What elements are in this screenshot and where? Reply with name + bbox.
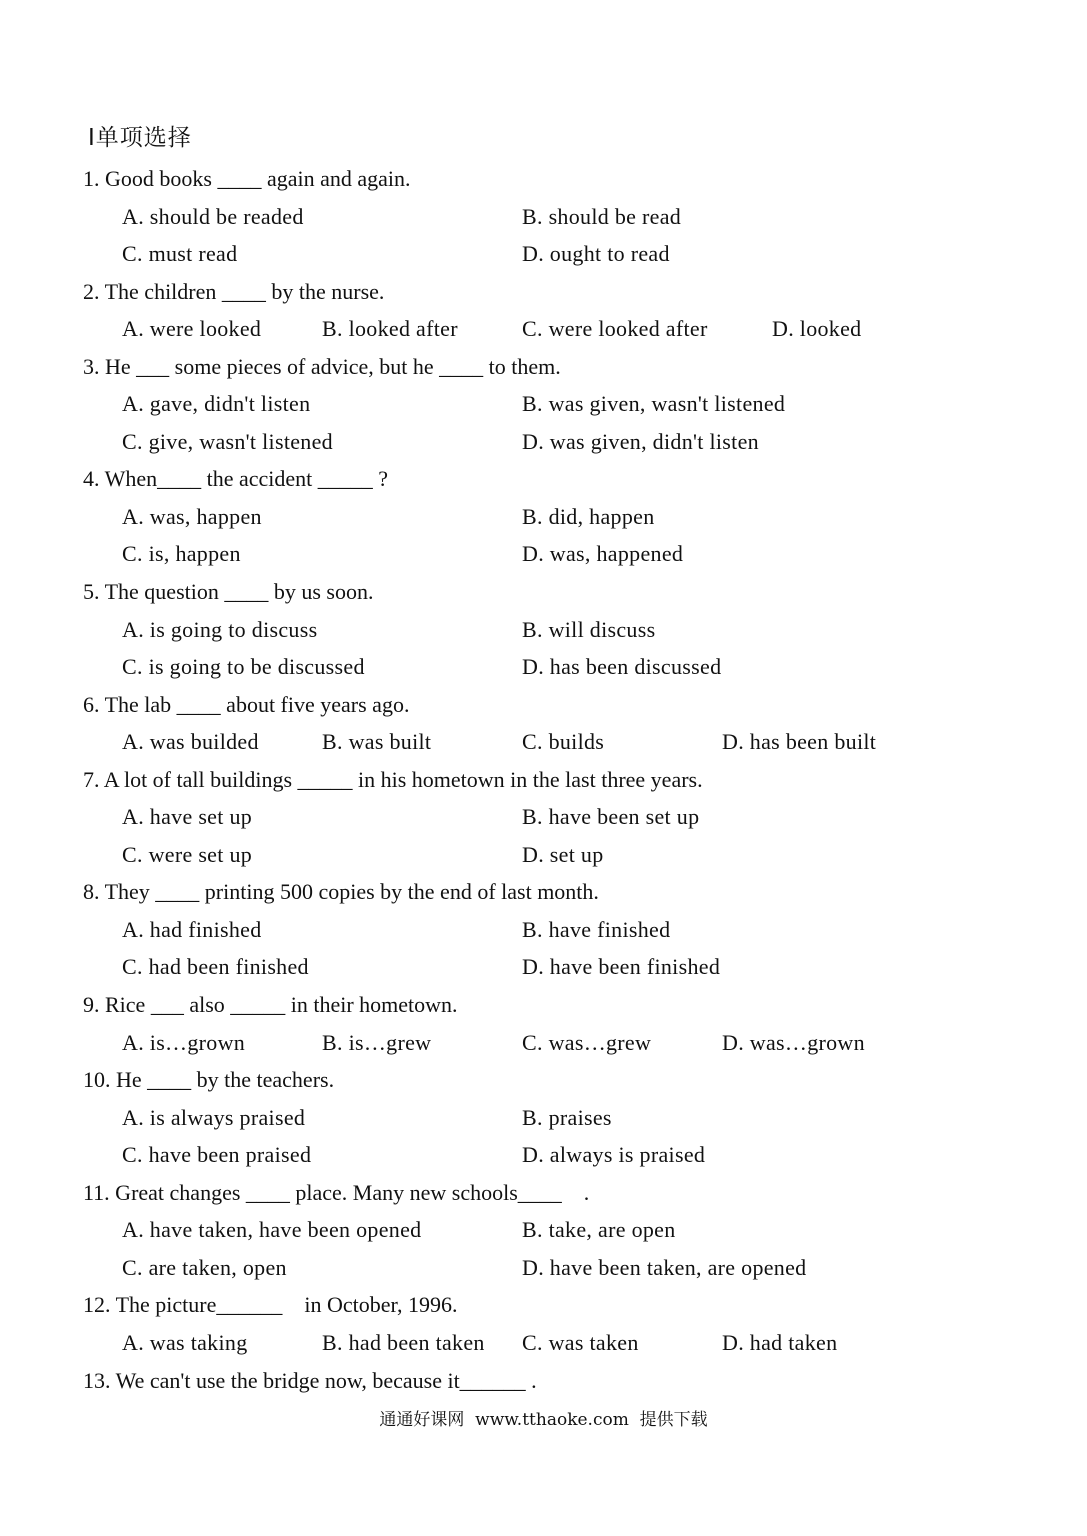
option-row (0, 385, 1087, 423)
answer-option: B. had been taken (322, 1329, 485, 1355)
option-row (0, 911, 1087, 949)
answer-option: C. was taken (522, 1329, 639, 1355)
answer-option: C. have been praised (122, 1142, 312, 1168)
question-item (0, 460, 1087, 573)
page-footer: 通通好课网 www.tthaoke.com 提供下载 (379, 1410, 708, 1430)
question-stem: 3. He ___ some pieces of advice, but he ____ to them. (83, 353, 561, 379)
question-stem: 13. We can't use the bridge now, because it______ . (83, 1367, 537, 1393)
option-row (0, 836, 1087, 874)
answer-option: B. did, happen (522, 503, 655, 529)
option-row (0, 798, 1087, 836)
option-row (0, 235, 1087, 273)
question-stem: 11. Great changes ____ place. Many new schools____ . (83, 1179, 590, 1205)
answer-option: D. looked (772, 316, 862, 342)
question-item (0, 573, 1087, 686)
answer-option: B. have been set up (522, 804, 700, 830)
answer-option: C. builds (522, 729, 605, 755)
question-stem: 12. The picture______ in October, 1996. (83, 1292, 458, 1318)
answer-option: A. had finished (122, 916, 262, 942)
option-row (0, 648, 1087, 686)
answer-option: C. was…grew (522, 1029, 652, 1055)
question-stem: 5. The question ____ by us soon. (83, 579, 374, 605)
question-list (0, 160, 1087, 1399)
answer-option: D. was, happened (522, 541, 684, 567)
answer-option: B. is…grew (322, 1029, 432, 1055)
answer-option: C. give, wasn't listened (122, 428, 333, 454)
answer-option: D. set up (522, 841, 604, 867)
answer-option: C. were looked after (522, 316, 708, 342)
option-row (0, 611, 1087, 649)
question-item (0, 273, 1087, 348)
answer-option: A. is always praised (122, 1104, 306, 1130)
answer-option: D. had taken (722, 1329, 838, 1355)
option-row (0, 535, 1087, 573)
option-row (0, 423, 1087, 461)
question-item (0, 1174, 1087, 1287)
answer-option: D. always is praised (522, 1142, 706, 1168)
question-stem: 10. He ____ by the teachers. (83, 1067, 335, 1093)
answer-option: A. have taken, have been opened (122, 1217, 422, 1243)
option-row (0, 1136, 1087, 1174)
question-stem: 4. When____ the accident _____ ? (83, 466, 389, 492)
answer-option: A. was builded (122, 729, 259, 755)
option-row (0, 723, 1087, 761)
answer-option: D. was given, didn't listen (522, 428, 759, 454)
answer-option: A. have set up (122, 804, 253, 830)
answer-option: B. was built (322, 729, 432, 755)
answer-option: A. was taking (122, 1329, 248, 1355)
option-row (0, 198, 1087, 236)
answer-option: A. gave, didn't listen (122, 391, 311, 417)
question-item (0, 873, 1087, 986)
question-item (0, 761, 1087, 874)
question-item (0, 1061, 1087, 1174)
question-stem: 8. They ____ printing 500 copies by the end of last month. (83, 879, 599, 905)
option-row (0, 1211, 1087, 1249)
answer-option: D. ought to read (522, 241, 670, 267)
answer-option: D. have been finished (522, 954, 721, 980)
answer-option: C. must read (122, 241, 238, 267)
option-row (0, 1324, 1087, 1362)
option-row (0, 310, 1087, 348)
answer-option: B. looked after (322, 316, 458, 342)
option-row (0, 1249, 1087, 1287)
section-title: Ⅰ单项选择 (88, 125, 192, 151)
answer-option: D. have been taken, are opened (522, 1254, 807, 1280)
question-stem: 6. The lab ____ about five years ago. (83, 691, 410, 717)
question-stem: 1. Good books ____ again and again. (83, 166, 411, 191)
answer-option: C. had been finished (122, 954, 309, 980)
answer-option: B. was given, wasn't listened (522, 391, 786, 417)
answer-option: B. should be read (522, 203, 682, 229)
answer-option: A. was, happen (122, 503, 262, 529)
question-item (0, 348, 1087, 461)
question-stem: 9. Rice ___ also _____ in their hometown. (83, 992, 458, 1018)
option-row (0, 498, 1087, 536)
answer-option: A. should be readed (122, 203, 304, 229)
question-item (0, 686, 1087, 761)
answer-option: B. will discuss (522, 616, 656, 642)
answer-option: B. have finished (522, 916, 671, 942)
question-stem: 2. The children ____ by the nurse. (83, 278, 385, 304)
answer-option: C. is, happen (122, 541, 241, 567)
answer-option: D. has been built (722, 729, 877, 755)
option-row (0, 1024, 1087, 1062)
answer-option: C. is going to be discussed (122, 654, 365, 680)
question-item (0, 160, 1087, 273)
answer-option: C. were set up (122, 841, 253, 867)
answer-option: B. take, are open (522, 1217, 676, 1243)
answer-option: A. is going to discuss (122, 616, 318, 642)
option-row (0, 1099, 1087, 1137)
answer-option: D. has been discussed (522, 654, 722, 680)
question-item (0, 1286, 1087, 1361)
answer-option: C. are taken, open (122, 1254, 287, 1280)
answer-option: A. is…grown (122, 1029, 246, 1055)
answer-option: D. was…grown (722, 1029, 865, 1055)
answer-option: A. were looked (122, 316, 262, 342)
question-stem: 7. A lot of tall buildings _____ in his hometown in the last three years. (83, 766, 703, 792)
answer-option: B. praises (522, 1104, 612, 1130)
question-item (0, 986, 1087, 1061)
option-row (0, 948, 1087, 986)
question-item (0, 1362, 1087, 1400)
